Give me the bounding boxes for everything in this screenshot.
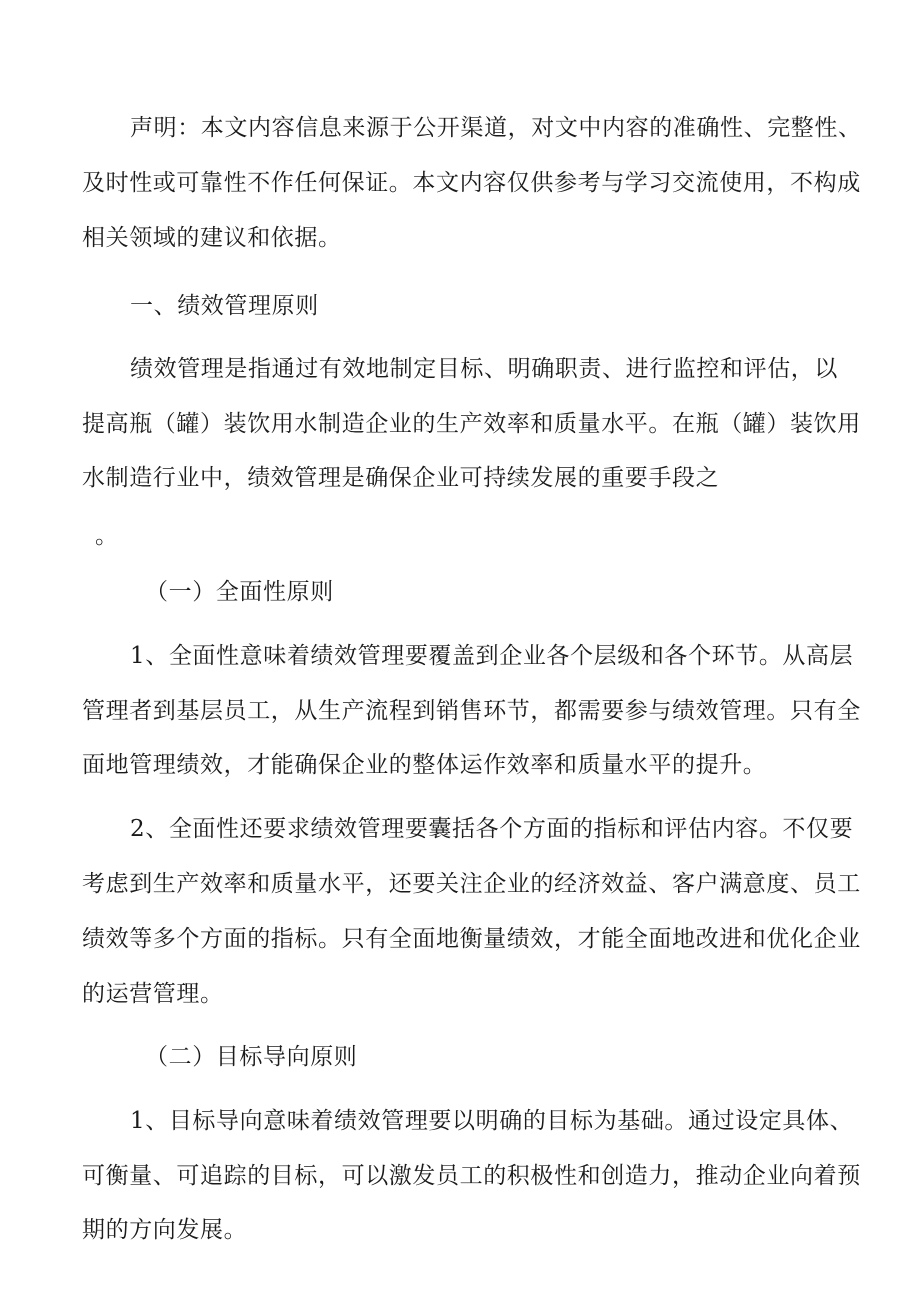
disclaimer-line: 及时性或可靠性不作任何保证。本文内容仅供参考与学习交流使用，不构成 <box>82 170 861 196</box>
paragraph-line: 的运营管理。 <box>82 981 224 1007</box>
paragraph-line: 1、全面性意味着绩效管理要覆盖到企业各个层级和各个环节。从高层 <box>130 643 854 669</box>
disclaimer-line: 相关领域的建议和依据。 <box>82 225 342 251</box>
paragraph-line: 期的方向发展。 <box>82 1217 248 1243</box>
section-heading: 一、绩效管理原则 <box>130 293 319 319</box>
subsection-heading: （一）全面性原则 <box>145 579 334 605</box>
paragraph-line: 管理者到基层员工，从生产流程到销售环节，都需要参与绩效管理。只有全 <box>82 698 861 724</box>
paragraph-line: 面地管理绩效，才能确保企业的整体运作效率和质量水平的提升。 <box>82 752 767 778</box>
paragraph-line: 考虑到生产效率和质量水平，还要关注企业的经济效益、客户满意度、员工 <box>82 871 861 897</box>
disclaimer-line: 声明：本文内容信息来源于公开渠道，对文中内容的准确性、完整性、 <box>130 115 862 141</box>
subsection-heading: （二）目标导向原则 <box>145 1044 358 1070</box>
paragraph-line: 1、目标导向意味着绩效管理要以明确的目标为基础。通过设定具体、 <box>130 1108 854 1134</box>
paragraph-line: 绩效等多个方面的指标。只有全面地衡量绩效，才能全面地改进和优化企业 <box>82 926 861 952</box>
paragraph-line: 绩效管理是指通过有效地制定目标、明确职责、进行监控和评估，以 <box>130 356 838 382</box>
paragraph-line: 提高瓶（罐）装饮用水制造企业的生产效率和质量水平。在瓶（罐）装饮用 <box>82 411 861 437</box>
paragraph-line: 水制造行业中，绩效管理是确保企业可持续发展的重要手段之 <box>82 465 720 491</box>
paragraph-line: 可衡量、可追踪的目标，可以激发员工的积极性和创造力，推动企业向着预 <box>82 1163 861 1189</box>
paragraph-line: 2、全面性还要求绩效管理要囊括各个方面的指标和评估内容。不仅要 <box>130 816 854 842</box>
paragraph-line: 。 <box>95 523 119 549</box>
